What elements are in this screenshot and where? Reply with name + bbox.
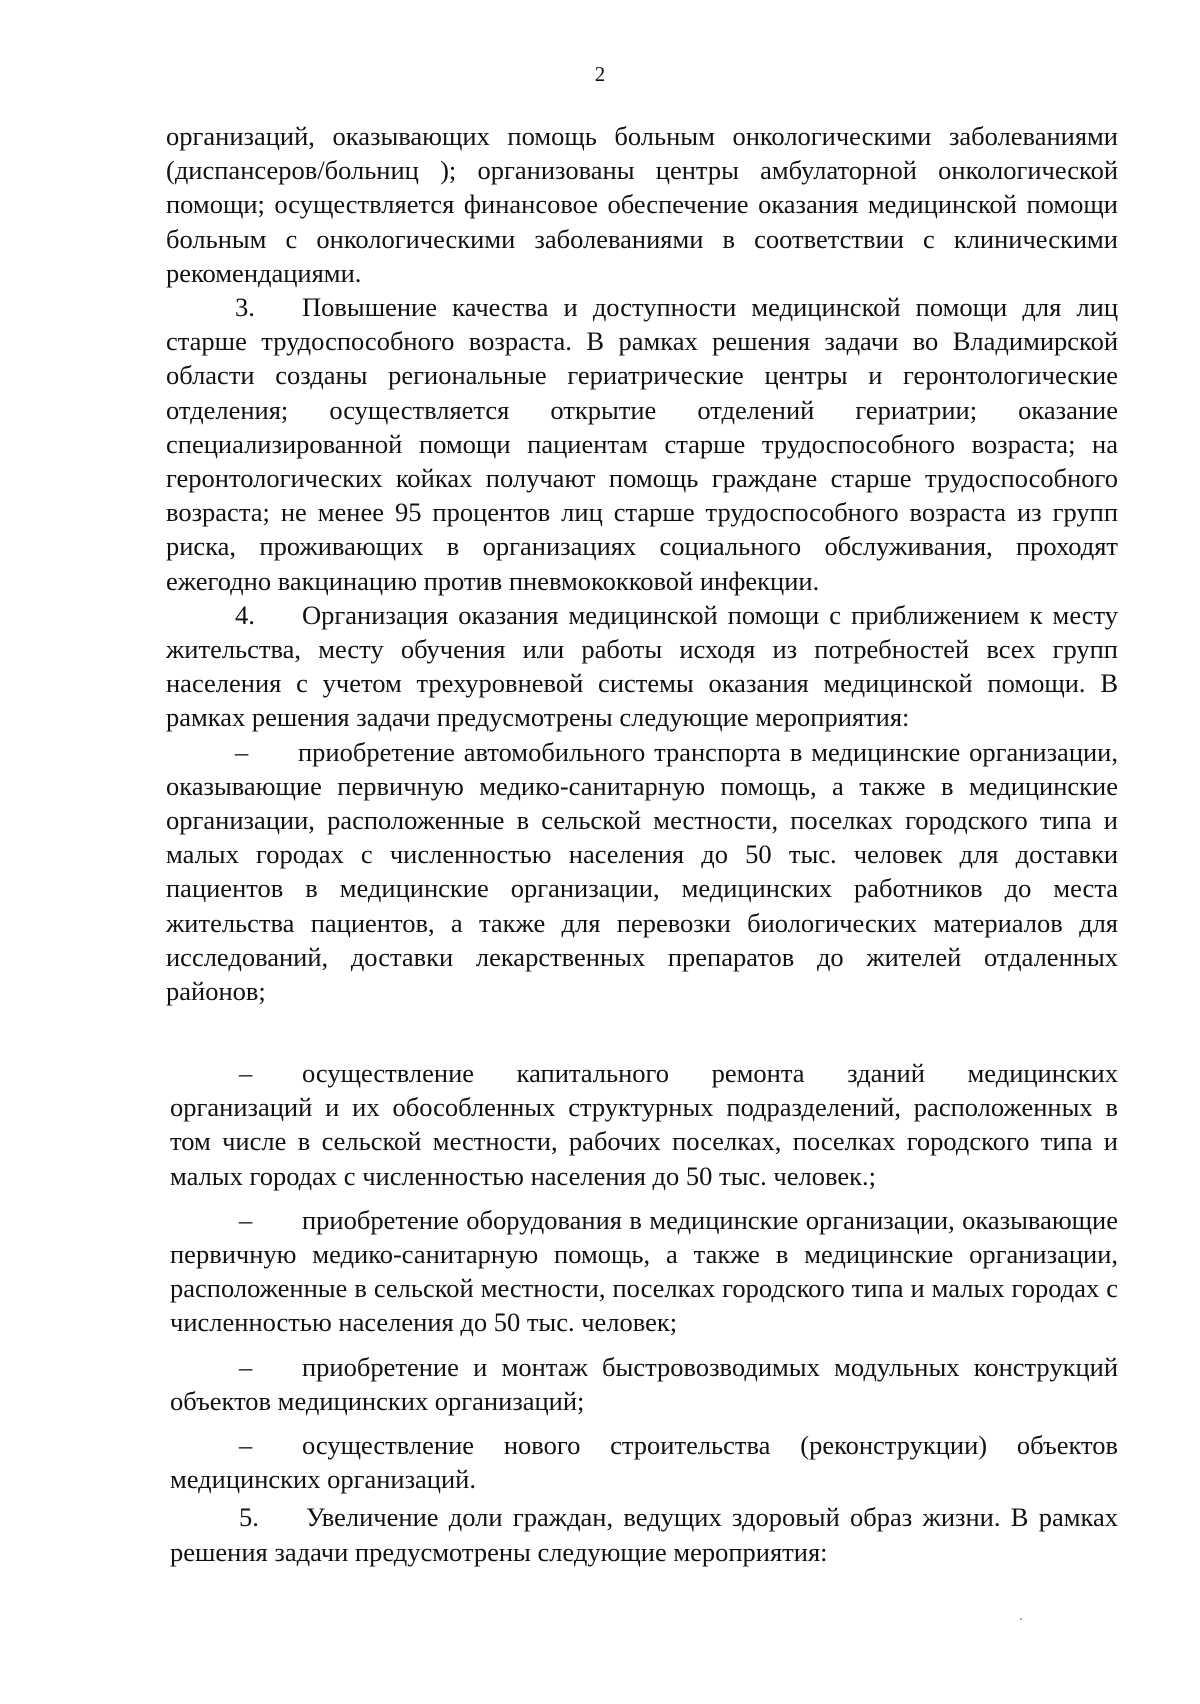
paragraph-item-3	[166, 290, 1118, 598]
paragraph-text: организаций, оказывающих помощь больным онкологическими заболеваниями (диспансеров/больниц ); организованы центры амбулаторной онкологической помощи; осуществляется финансовое обеспечение оказания медицинской помощи больным с онкологическими заболеваниями в соответствии с клиническими рекомендациями.	[166, 121, 1118, 288]
bullet-dash: –	[239, 1430, 253, 1461]
paragraph-text: Организация оказания медицинской помощи с приближением к месту жительства, месту обучения или работы исходя из потребностей всех групп населения с учетом трехуровневой системы оказания медицинской помощи. В рамках решения задачи предусмотрены следующие мероприятия:	[166, 599, 1118, 733]
paragraph-item-4	[166, 598, 1118, 735]
document-body-bottom	[170, 1056, 1118, 1569]
bullet-dash: –	[239, 1058, 253, 1088]
bullet-item	[170, 1428, 1118, 1496]
paragraph-item-5	[170, 1500, 1118, 1568]
bullet-text: приобретение и монтаж быстровозводимых модульных конструкций объектов медицинских организаций;	[170, 1351, 1118, 1416]
bullet-item	[170, 1203, 1118, 1340]
bullet-text: осуществление капитального ремонта зданий медицинских организаций и их обособленных структурных подразделений, расположенных в том числе в сельской местности, рабочих поселках, поселках городского типа и малых городах с численностью населения до 50 тыс. человек.;	[170, 1058, 1118, 1191]
page-number: 2	[594, 62, 606, 86]
bullet-item	[170, 1056, 1118, 1193]
bullet-dash: –	[239, 1204, 253, 1235]
paragraph-number: 4.	[235, 599, 255, 630]
paragraph-continuation	[166, 119, 1118, 290]
document-body-top	[166, 119, 1118, 1008]
paragraph-text: Повышение качества и доступности медицинской помощи для лиц старше трудоспособного возраста. В рамках решения задачи во Владимирской области созданы региональные гериатрические центры и геронтологические отделения; осуществляется открытие отделений гериатрии; оказание специализированной помощи пациентам старше трудоспособного возраста; на геронтологических койках получают помощь граждане старше трудоспособного возраста; не менее 95 процентов лиц старше трудоспособного возраста из групп риска, проживающих в организациях социального обслуживания, проходят ежегодно вакцинацию против пневмококковой инфекции.	[166, 292, 1118, 596]
bullet-text: осуществление нового строительства (реконструкции) объектов медицинских организаций.	[170, 1430, 1118, 1495]
paragraph-number: 3.	[235, 292, 255, 323]
paragraph-text: Увеличение доли граждан, ведущих здоровый образ жизни. В рамках решения задачи предусмотрены следующие мероприятия:	[170, 1502, 1118, 1567]
bullet-item	[170, 1350, 1118, 1418]
bullet-text: приобретение оборудования в медицинские организации, оказывающие первичную медико-санитарную помощь, а также в медицинские организации, расположенные в сельской местности, поселках городского типа и малых городах с численностью населения до 50 тыс. человек;	[170, 1204, 1118, 1338]
bullet-dash: –	[235, 736, 249, 767]
bullet-text: приобретение автомобильного транспорта в медицинские организации, оказывающие первичную медико-санитарную помощь, а также в медицинские организации, расположенные в сельской местности, поселках городского типа и малых городах с численностью населения до 50 тыс. человек для доставки пациентов в медицинские организации, медицинских работников до места жительства пациентов, а также для перевозки биологических материалов для исследований, доставки лекарственных препаратов до жителей отдаленных районов;	[166, 736, 1118, 1007]
scan-speck	[1020, 1618, 1022, 1620]
bullet-dash: –	[239, 1351, 253, 1382]
paragraph-number: 5.	[239, 1502, 259, 1533]
bullet-item	[166, 735, 1118, 1009]
